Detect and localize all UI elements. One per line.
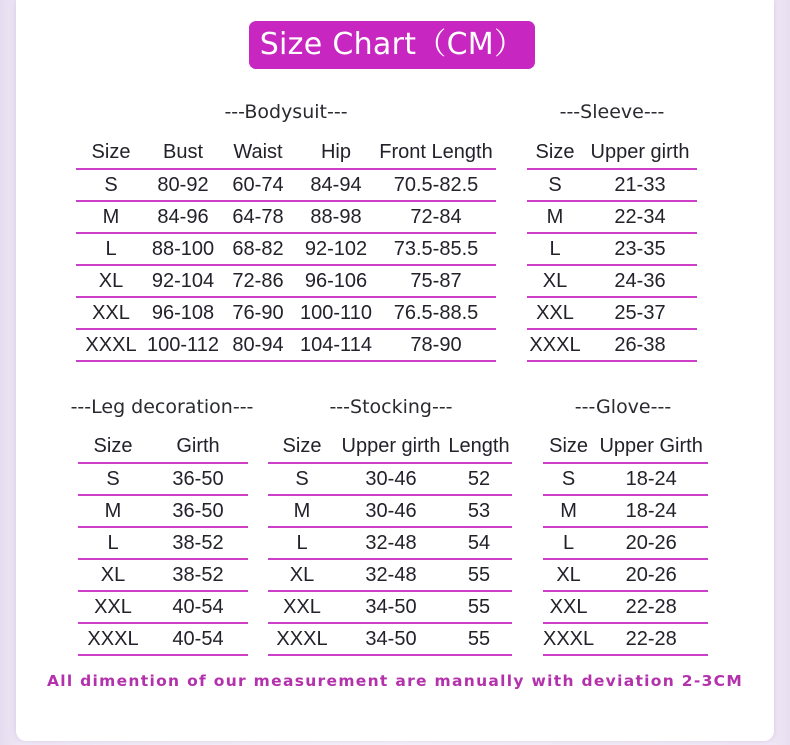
measurement-cell: 78-90 <box>376 329 496 361</box>
table-row <box>527 233 697 265</box>
measurement-cell: 96-106 <box>296 265 376 297</box>
table-row <box>268 591 512 623</box>
measurement-cell: 22-28 <box>594 591 708 623</box>
table-row <box>76 329 496 361</box>
sleeve-table <box>527 137 697 362</box>
column-header: Waist <box>220 137 296 169</box>
size-cell: XXXL <box>543 623 594 655</box>
measurement-cell: 84-96 <box>146 201 220 233</box>
leg-decoration-table <box>78 431 248 656</box>
column-header: Size <box>268 431 336 463</box>
size-cell: L <box>543 527 594 559</box>
measurement-cell: 88-100 <box>146 233 220 265</box>
size-cell: M <box>527 201 583 233</box>
size-cell: S <box>527 169 583 201</box>
table-header-row <box>76 137 496 169</box>
measurement-cell: 30-46 <box>336 463 446 495</box>
stocking-table <box>268 431 512 656</box>
size-cell: M <box>543 495 594 527</box>
measurement-cell: 76-90 <box>220 297 296 329</box>
table-header-row <box>78 431 248 463</box>
measurement-cell: 92-102 <box>296 233 376 265</box>
table-row <box>268 559 512 591</box>
measurement-cell: 72-86 <box>220 265 296 297</box>
measurement-cell: 26-38 <box>583 329 697 361</box>
column-header: Upper girth <box>583 137 697 169</box>
size-cell: L <box>76 233 146 265</box>
table-row <box>543 527 708 559</box>
measurement-cell: 92-104 <box>146 265 220 297</box>
table-row <box>527 169 697 201</box>
table-row <box>76 265 496 297</box>
table-row <box>527 201 697 233</box>
table-row <box>543 591 708 623</box>
table-row <box>76 169 496 201</box>
measurement-cell: 55 <box>446 623 512 655</box>
measurement-cell: 20-26 <box>594 559 708 591</box>
bodysuit-title: ---Bodysuit--- <box>224 101 348 123</box>
measurement-cell: 96-108 <box>146 297 220 329</box>
table-row <box>543 623 708 655</box>
table-row <box>78 591 248 623</box>
table-row <box>543 559 708 591</box>
bodysuit-table <box>76 137 496 362</box>
size-cell: XXL <box>78 591 148 623</box>
size-cell: XXL <box>76 297 146 329</box>
measurement-cell: 73.5-85.5 <box>376 233 496 265</box>
glove-title: ---Glove--- <box>574 396 672 418</box>
measurement-cell: 24-36 <box>583 265 697 297</box>
table-row <box>543 463 708 495</box>
table-row <box>76 233 496 265</box>
measurement-cell: 72-84 <box>376 201 496 233</box>
measurement-cell: 21-33 <box>583 169 697 201</box>
table-row <box>78 623 248 655</box>
table-row <box>78 463 248 495</box>
measurement-cell: 22-28 <box>594 623 708 655</box>
measurement-cell: 55 <box>446 559 512 591</box>
column-header: Size <box>78 431 148 463</box>
measurement-cell: 70.5-82.5 <box>376 169 496 201</box>
table-header-row <box>543 431 708 463</box>
table-row <box>268 623 512 655</box>
measurement-cell: 25-37 <box>583 297 697 329</box>
measurement-cell: 18-24 <box>594 463 708 495</box>
size-cell: S <box>543 463 594 495</box>
leg-decoration-title: ---Leg decoration--- <box>70 396 254 418</box>
table-row <box>527 297 697 329</box>
column-header: Size <box>527 137 583 169</box>
measurement-cell: 20-26 <box>594 527 708 559</box>
size-cell: S <box>268 463 336 495</box>
measurement-cell: 68-82 <box>220 233 296 265</box>
stocking-title: ---Stocking--- <box>329 396 453 418</box>
size-cell: XL <box>268 559 336 591</box>
measurement-cell: 100-110 <box>296 297 376 329</box>
table-row <box>268 463 512 495</box>
column-header: Bust <box>146 137 220 169</box>
measurement-cell: 80-92 <box>146 169 220 201</box>
measurement-cell: 80-94 <box>220 329 296 361</box>
size-cell: M <box>268 495 336 527</box>
measurement-cell: 55 <box>446 591 512 623</box>
size-cell: XXL <box>527 297 583 329</box>
size-cell: S <box>78 463 148 495</box>
deviation-note: All dimention of our measurement are manually with deviation 2-3CM <box>46 672 744 690</box>
size-cell: XL <box>543 559 594 591</box>
column-header: Size <box>76 137 146 169</box>
column-header: Front Length <box>376 137 496 169</box>
table-row <box>76 297 496 329</box>
table-row <box>78 559 248 591</box>
measurement-cell: 60-74 <box>220 169 296 201</box>
size-cell: L <box>527 233 583 265</box>
size-cell: XL <box>527 265 583 297</box>
measurement-cell: 40-54 <box>148 591 248 623</box>
size-cell: XXL <box>543 591 594 623</box>
table-row <box>78 527 248 559</box>
measurement-cell: 54 <box>446 527 512 559</box>
measurement-cell: 76.5-88.5 <box>376 297 496 329</box>
page-title: Size Chart（CM） <box>249 21 535 69</box>
column-header: Size <box>543 431 594 463</box>
size-cell: L <box>78 527 148 559</box>
measurement-cell: 36-50 <box>148 495 248 527</box>
measurement-cell: 32-48 <box>336 527 446 559</box>
measurement-cell: 36-50 <box>148 463 248 495</box>
size-cell: XXXL <box>78 623 148 655</box>
column-header: Upper Girth <box>594 431 708 463</box>
table-row <box>527 329 697 361</box>
column-header: Length <box>446 431 512 463</box>
table-row <box>527 265 697 297</box>
size-cell: M <box>76 201 146 233</box>
table-row <box>543 495 708 527</box>
measurement-cell: 32-48 <box>336 559 446 591</box>
measurement-cell: 38-52 <box>148 559 248 591</box>
size-cell: XXL <box>268 591 336 623</box>
measurement-cell: 88-98 <box>296 201 376 233</box>
column-header: Hip <box>296 137 376 169</box>
table-header-row <box>268 431 512 463</box>
size-cell: XXXL <box>268 623 336 655</box>
measurement-cell: 53 <box>446 495 512 527</box>
table-row <box>268 495 512 527</box>
measurement-cell: 38-52 <box>148 527 248 559</box>
measurement-cell: 100-112 <box>146 329 220 361</box>
table-row <box>268 527 512 559</box>
measurement-cell: 30-46 <box>336 495 446 527</box>
measurement-cell: 40-54 <box>148 623 248 655</box>
table-header-row <box>527 137 697 169</box>
measurement-cell: 64-78 <box>220 201 296 233</box>
column-header: Upper girth <box>336 431 446 463</box>
measurement-cell: 34-50 <box>336 591 446 623</box>
measurement-cell: 23-35 <box>583 233 697 265</box>
measurement-cell: 34-50 <box>336 623 446 655</box>
size-cell: XXXL <box>76 329 146 361</box>
sleeve-title: ---Sleeve--- <box>559 101 665 123</box>
measurement-cell: 18-24 <box>594 495 708 527</box>
measurement-cell: 22-34 <box>583 201 697 233</box>
measurement-cell: 104-114 <box>296 329 376 361</box>
measurement-cell: 75-87 <box>376 265 496 297</box>
measurement-cell: 52 <box>446 463 512 495</box>
size-cell: XL <box>76 265 146 297</box>
size-cell: M <box>78 495 148 527</box>
glove-table <box>543 431 708 656</box>
column-header: Girth <box>148 431 248 463</box>
table-row <box>78 495 248 527</box>
table-row <box>76 201 496 233</box>
size-cell: S <box>76 169 146 201</box>
size-cell: XXXL <box>527 329 583 361</box>
size-cell: XL <box>78 559 148 591</box>
size-cell: L <box>268 527 336 559</box>
measurement-cell: 84-94 <box>296 169 376 201</box>
